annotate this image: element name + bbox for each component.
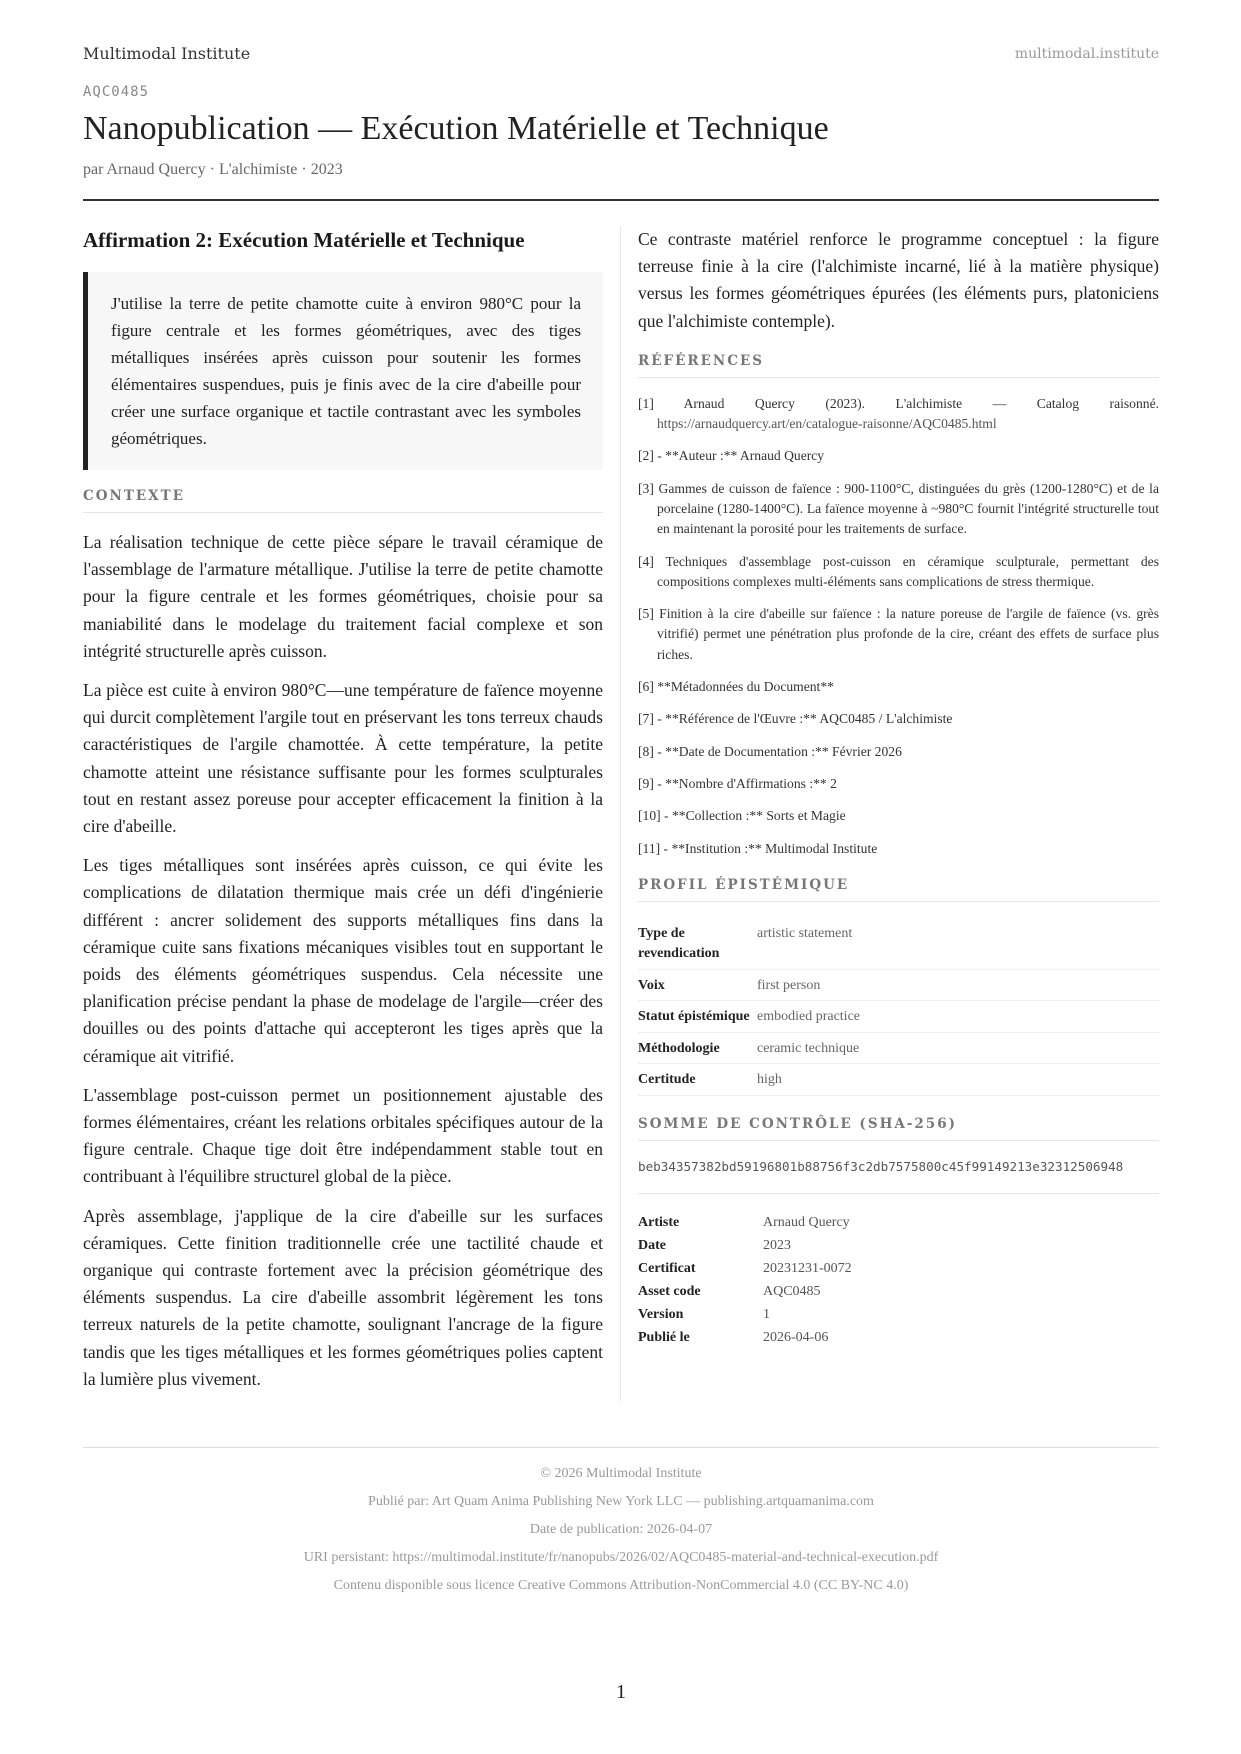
table-row xyxy=(638,1281,1159,1304)
top-bar xyxy=(83,44,1159,68)
reference-item: [2] - **Auteur :** Arnaud Quercy xyxy=(638,448,825,464)
reference-text: [1] Arnaud Quercy (2023). L'alchimiste — Catalog raisonné. xyxy=(638,395,1159,411)
profile-value: first person xyxy=(757,969,1159,1001)
table-row xyxy=(638,1258,1159,1281)
reference-item: [5] Finition à la cire d'abeille sur faïence : la nature poreuse de l'argile de faïence (vs. grès vitrifié) permet une pénétration plus profonde de la cire, créant des effets de surface plus riches. xyxy=(638,606,1159,662)
profile-value: ceramic technique xyxy=(757,1032,1159,1064)
footer-persistent-uri[interactable]: URI persistant: https://multimodal.institute/fr/nanopubs/2026/02/AQC0485-material-and-technical-execution.pdf xyxy=(303,1550,939,1565)
profile-key: Méthodologie xyxy=(638,1032,757,1064)
table-row xyxy=(638,1235,1159,1258)
table-row xyxy=(638,1001,1159,1033)
context-paragraph: La réalisation technique de cette pièce sépare le travail céramique de l'assemblage de l'armature métallique. J'utilise la terre de petite chamotte pour la figure centrale et les formes géométriques, choisie pour sa maniabilité dans le modelage du traitement facial complexe et son intégrité structurelle après cuisson. xyxy=(83,532,603,661)
reference-item xyxy=(638,394,1159,435)
context-paragraph: Les tiges métalliques sont insérées après cuisson, ce qui évite les complications de dilatation thermique mais crée un défi d'ingénierie différent : ancrer solidement des supports métalliques fins dans la céramique cuite sans fixations mécaniques visibles tout en supportant le poids des éléments géométriques suspendus. Cela nécessite une planification précise pendant la phase de modelage de l'argile—créer des douilles ou des points d'attache qui accepteront les tiges après que la céramique ait vitrifié. xyxy=(83,855,603,1066)
reference-link[interactable]: https://arnaudquercy.art/en/catalogue-raisonne/AQC0485.html xyxy=(657,416,997,432)
document-title: Nanopublication — Exécution Matérielle et Technique xyxy=(83,110,829,147)
checksum-label: SOMME DE CONTRÔLE (SHA-256) xyxy=(638,1116,1159,1141)
header-divider xyxy=(83,199,1159,201)
table-row xyxy=(638,1064,1159,1096)
meta-key: Version xyxy=(638,1306,684,1322)
meta-value: 2026-04-06 xyxy=(763,1329,829,1345)
reference-item: [9] - **Nombre d'Affirmations :** 2 xyxy=(638,775,837,791)
profile-value: high xyxy=(757,1064,1159,1096)
profile-key: Statut épistémique xyxy=(638,1001,757,1033)
reference-item: [6] **Métadonnées du Document** xyxy=(638,679,834,695)
references-label: RÉFÉRENCES xyxy=(638,353,1159,378)
institute-name: Multimodal Institute xyxy=(83,44,251,63)
table-row xyxy=(638,969,1159,1001)
byline: par Arnaud Quercy · L'alchimiste · 2023 xyxy=(83,161,343,178)
epistemic-profile-table xyxy=(638,918,1159,1096)
reference-item: [3] Gammes de cuisson de faïence : 900-1100°C, distinguées du grès (1200-1280°C) et de la porcelaine (1280-1400°C). La faïence moyenne à ~980°C fournit l'intégrité structurelle tout en maintenant la porosité pour les traitements de surface. xyxy=(638,480,1159,537)
institute-site-link[interactable]: multimodal.institute xyxy=(1014,46,1159,62)
profile-key: Voix xyxy=(638,969,757,1001)
profile-label: PROFIL ÉPISTÉMIQUE xyxy=(638,877,1159,902)
meta-key: Asset code xyxy=(638,1283,701,1299)
context-continuation: Ce contraste matériel renforce le programme conceptuel : la figure terreuse finie à la cire (l'alchimiste incarné, lié à la matière physique) versus les formes géométriques épurées (les éléments purs, platoniciens que l'alchimiste contemple). xyxy=(638,229,1159,331)
profile-key: Certitude xyxy=(638,1064,757,1096)
context-paragraph: La pièce est cuite à environ 980°C—une température de faïence moyenne qui durcit complètement l'argile tout en préservant les tons terreux chauds caractéristiques de l'argile chamottée. À cette température, la petite chamotte atteint une résistance suffisante pour les formes sculpturales tout en restant assez poreuse pour accepter efficacement la finition à la cire d'abeille. xyxy=(83,680,603,837)
meta-key: Certificat xyxy=(638,1260,696,1276)
meta-key: Publié le xyxy=(638,1329,690,1345)
footer-publication-date: Date de publication: 2026-04-07 xyxy=(529,1522,713,1537)
footer-publisher: Publié par: Art Quam Anima Publishing New York LLC — publishing.artquamanima.com xyxy=(368,1494,874,1509)
meta-key: Artiste xyxy=(638,1214,680,1230)
profile-key: Type de revendication xyxy=(638,918,757,970)
table-row xyxy=(638,918,1159,970)
claim-quote xyxy=(83,272,603,470)
checksum-value: beb34357382bd59196801b88756f3c2db7575800c45f99149213e32312506948 xyxy=(638,1157,1159,1194)
meta-value: Arnaud Quercy xyxy=(763,1214,850,1230)
claim-quote-text: J'utilise la terre de petite chamotte cuite à environ 980°C pour la figure centrale et les formes géométriques, avec des tiges métalliques insérées après cuisson pour soutenir les formes élémentaires suspendues, puis je finis avec de la cire d'abeille pour créer une surface organique et tactile contrastant avec les symboles géométriques. xyxy=(111,294,581,448)
profile-value: artistic statement xyxy=(757,918,1159,970)
meta-value: AQC0485 xyxy=(763,1283,821,1299)
metadata-table xyxy=(638,1212,1159,1350)
footer-license: Contenu disponible sous licence Creative Commons Attribution-NonCommercial 4.0 (CC BY-NC 4.0) xyxy=(333,1578,909,1593)
context-paragraph: Après assemblage, j'applique de la cire d'abeille sur les surfaces céramiques. Cette finition traditionnelle crée une tactilité chaude et organique qui contraste fortement avec la précision géométrique des éléments suspendus. La cire d'abeille assombrit légèrement les tons terreux naturels de la petite chamotte, soulignant l'ancrage de la figure tandis que les tiges métalliques et les formes géométriques polies captent la lumière plus vivement. xyxy=(83,1205,603,1389)
reference-item: [7] - **Référence de l'Œuvre :** AQC0485 / L'alchimiste xyxy=(638,711,953,727)
column-divider xyxy=(620,226,621,1401)
context-label: CONTEXTE xyxy=(83,488,603,513)
right-column xyxy=(638,226,1159,1350)
reference-item: [11] - **Institution :** Multimodal Institute xyxy=(638,840,878,856)
footer xyxy=(83,1447,1159,1604)
left-column xyxy=(83,226,603,1405)
page-number: 1 xyxy=(616,1681,626,1703)
context-paragraph: L'assemblage post-cuisson permet un positionnement ajustable des formes élémentaires, créant les relations orbitales spécifiques autour de la figure centrale. Chaque tige doit être indépendamment stable tout en contribuant à l'équilibre structurel global de la pièce. xyxy=(83,1084,603,1187)
meta-key: Date xyxy=(638,1237,666,1253)
meta-value: 2023 xyxy=(763,1237,791,1253)
table-row xyxy=(638,1327,1159,1350)
table-row xyxy=(638,1212,1159,1235)
reference-item: [8] - **Date de Documentation :** Février 2026 xyxy=(638,743,902,759)
reference-item: [10] - **Collection :** Sorts et Magie xyxy=(638,808,846,824)
reference-item: [4] Techniques d'assemblage post-cuisson en céramique sculpturale, permettant des compositions complexes multi-éléments sans complications de stress thermique. xyxy=(638,553,1159,589)
claim-heading: Affirmation 2: Exécution Matérielle et Technique xyxy=(83,228,525,252)
asset-code: AQC0485 xyxy=(83,84,150,100)
meta-value: 1 xyxy=(763,1306,770,1322)
meta-value: 20231231-0072 xyxy=(763,1260,852,1276)
table-row xyxy=(638,1304,1159,1327)
footer-copyright: © 2026 Multimodal Institute xyxy=(540,1466,702,1481)
table-row xyxy=(638,1032,1159,1064)
profile-value: embodied practice xyxy=(757,1001,1159,1033)
references-list xyxy=(638,394,1159,859)
